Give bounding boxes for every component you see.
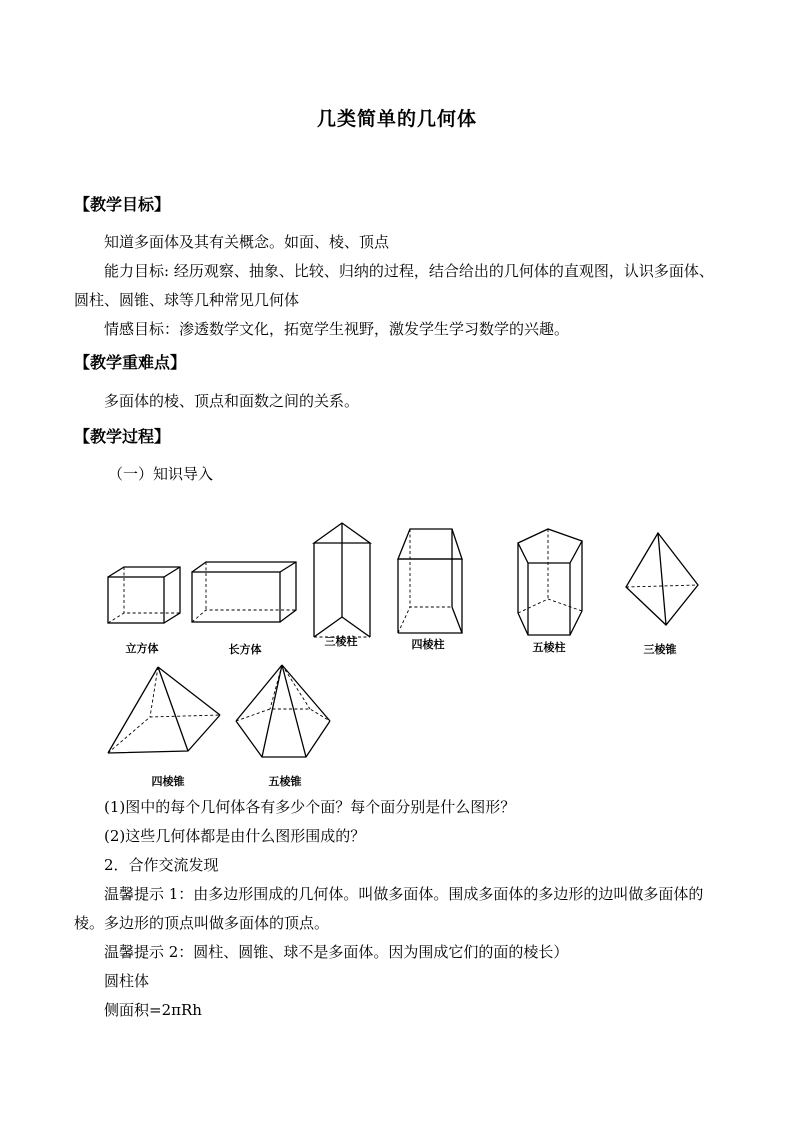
caption-quad-pyramid: 四棱锥 [151,775,185,788]
section-heading-objectives: 【教学目标】 [74,195,171,214]
question-2: (2)这些几何体都是由什么图形围成的？ [104,827,366,845]
objective-knowledge: 知道多面体及其有关概念。如面、棱、顶点 [104,233,390,251]
objective-emotion: 情感目标：渗透数学文化，拓宽学生视野，激发学生学习数学的兴趣。 [104,320,570,338]
caption-quad-prism: 四棱柱 [411,638,445,651]
caption-pentagonal-prism: 五棱柱 [532,641,566,654]
part2-heading: 2．合作交流发现 [104,856,219,874]
caption-cuboid: 长方体 [228,643,262,656]
cuboid-drawing [192,562,296,622]
caption-pentagonal-pyramid: 五棱锥 [268,775,302,788]
pentagonal-pyramid-drawing [236,665,330,757]
triangular-prism-drawing [314,523,370,637]
subsection-intro: （一）知识导入 [108,465,214,483]
pentagonal-prism-drawing [518,529,582,635]
caption-triangular-pyramid: 三棱锥 [643,643,677,656]
tip-2: 温馨提示 2：圆柱、圆锥、球不是多面体。因为围成它们的面的棱长） [104,943,569,961]
cylinder-label: 圆柱体 [104,972,150,990]
lateral-area-formula: 侧面积=2πRh [104,1001,202,1019]
section-heading-process: 【教学过程】 [74,427,171,446]
page-title: 几类简单的几何体 [316,108,477,130]
caption-cube: 立方体 [125,642,159,655]
keypoint-text: 多面体的棱、顶点和面数之间的关系。 [104,392,360,410]
cube-drawing [108,567,180,623]
caption-triangular-prism: 三棱柱 [324,635,358,648]
triangular-pyramid-drawing [626,533,698,625]
quad-prism-drawing [398,529,462,633]
objective-ability: 能力目标: 经历观察、抽象、比较、归纳的过程，结合给出的几何体的直观图，认识多面体、圆柱、圆锥、球等几种常见几何体 [74,262,714,309]
section-heading-keypoints: 【教学重难点】 [74,353,187,372]
quad-pyramid-drawing [108,667,220,753]
question-1: (1)图中的每个几何体各有多少个面？每个面分别是什么图形？ [104,798,516,816]
tip-1: 温馨提示 1：由多边形围成的几何体。叫做多面体。围成多面体的多边形的边叫做多面体的棱。多边形的顶点叫做多面体的顶点。 [74,885,704,932]
